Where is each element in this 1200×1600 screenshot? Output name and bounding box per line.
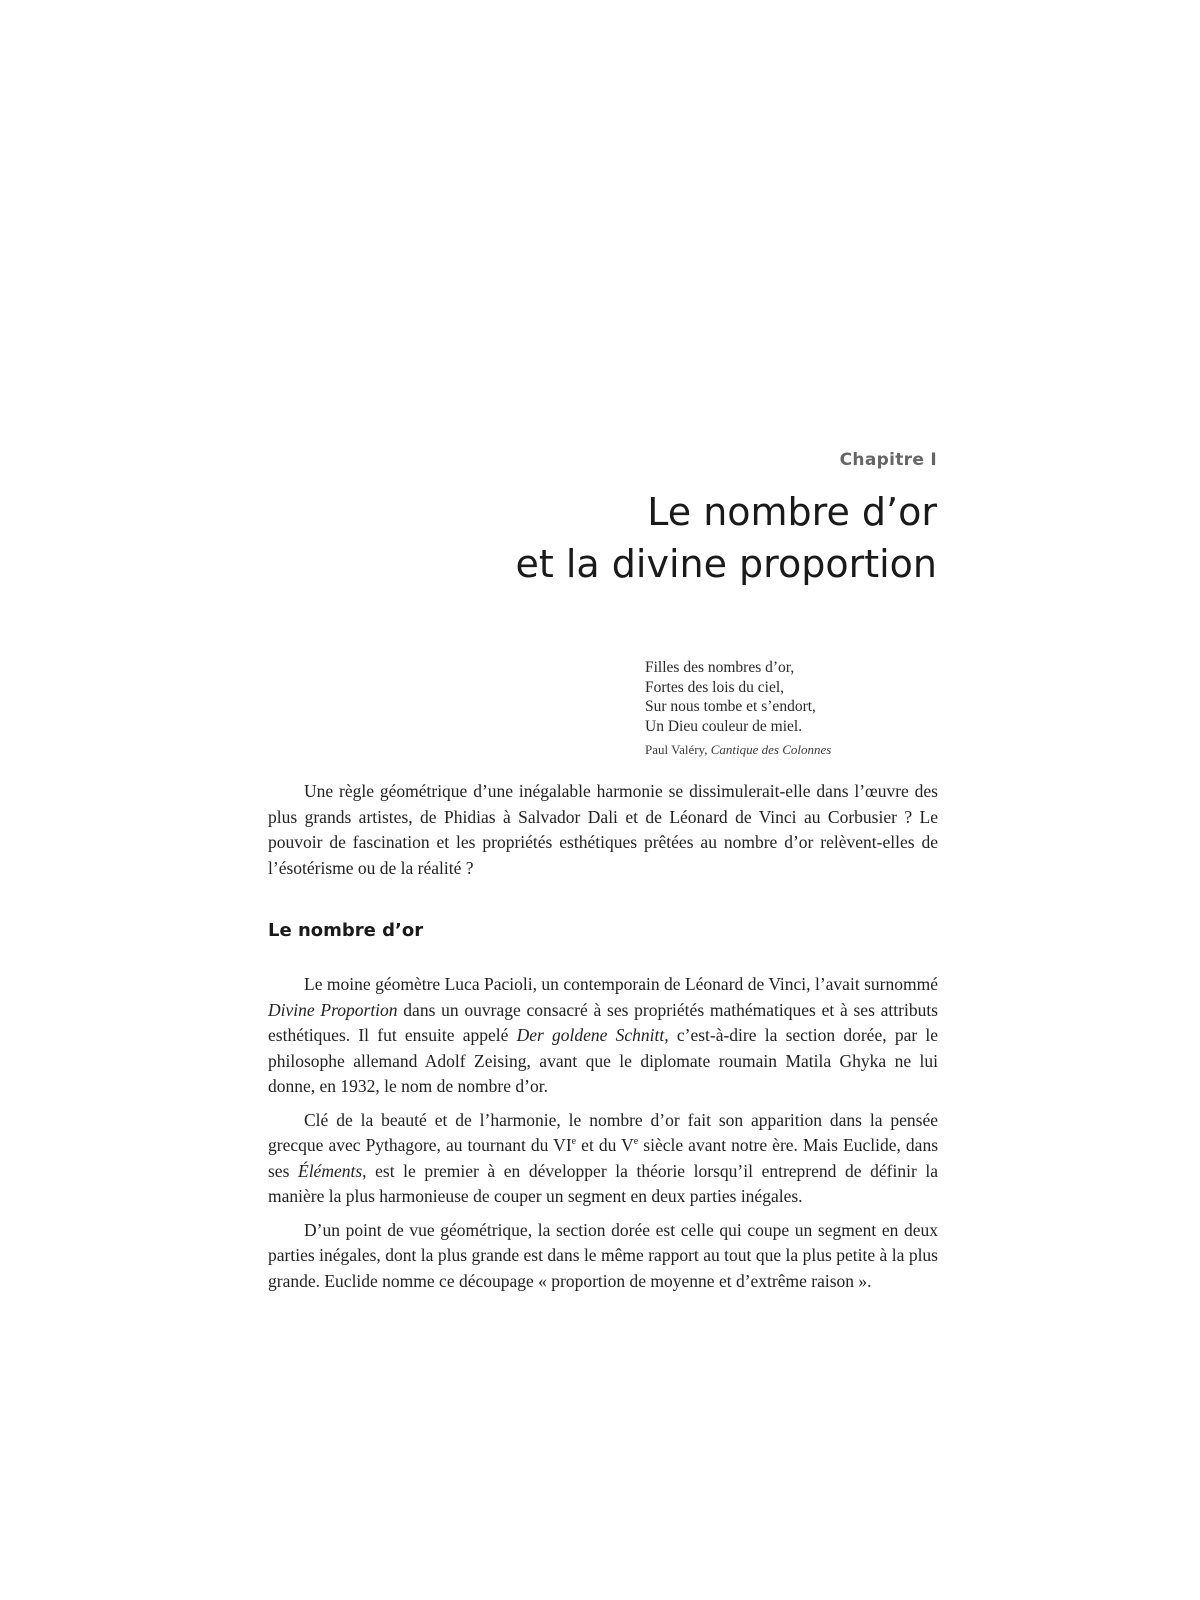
- epigraph-line: Un Dieu couleur de miel.: [645, 717, 803, 735]
- paragraph-1: [268, 972, 938, 1100]
- italic-title: Éléments,: [298, 1160, 367, 1181]
- section-body: [268, 972, 938, 1302]
- superscript: e: [571, 1136, 577, 1148]
- epigraph-line: Filles des nombres d’or,: [645, 659, 795, 676]
- text-run: siècle avant notre ère. Mais Euclide, dans ses: [268, 1135, 939, 1181]
- text-run: Le moine géomètre Luca Pacioli, un contemporain de Léonard de Vinci, l’avait surnommé: [304, 974, 938, 994]
- epigraph: [645, 658, 831, 760]
- italic-title: Divine Proportion: [268, 999, 398, 1020]
- paragraph-3: D’un point de vue géométrique, la section dorée est celle qui coupe un segment en deux parties inégales, dont la plus grande est dans le même rapport au tout que la plus petite à la plus grande. Euclide nomme ce découpage « proportion de moyenne et d’extrême raison ».: [268, 1219, 938, 1291]
- epigraph-line: Sur nous tombe et s’endort,: [645, 698, 816, 715]
- text-run: Clé de la beauté et de l’harmonie, le nombre d’or fait son apparition dans la pensée grecque avec Pythagore, au tournant du VI: [268, 1109, 938, 1155]
- chapter-title: [237, 486, 937, 590]
- section-heading: Le nombre d’or: [268, 920, 424, 941]
- epigraph-line: Fortes des lois du ciel,: [645, 678, 785, 696]
- chapter-title-line-1: Le nombre d’or: [647, 490, 937, 534]
- chapter-label: Chapitre I: [839, 450, 937, 470]
- text-run: et du V: [576, 1135, 634, 1155]
- intro-text: [268, 779, 938, 889]
- text-run: c’est-à-dire la section dorée, par le philosophe allemand Adolf Zeising, avant que le diplomate roumain Matila Ghyka ne lui donne, en 1932, le nom de nombre d’or.: [268, 1025, 939, 1096]
- text-run: dans un ouvrage consacré à ses propriétés mathématiques et à ses attributs esthétiques. Il fut ensuite appelé: [268, 999, 938, 1045]
- paragraph-2: [268, 1108, 938, 1210]
- epigraph-source: [645, 740, 831, 760]
- chapter-title-line-2: et la divine proportion: [515, 542, 937, 586]
- intro-paragraph: Une règle géométrique d’une inégalable harmonie se dissimulerait-elle dans l’œuvre des plus grands artistes, de Phidias à Salvador Dali et de Léonard de Vinci au Corbusier ? Le pouvoir de fascination et les propriétés esthétiques prêtées au nombre d’or relèvent-elles de l’ésotérisme ou de la réalité ?: [268, 781, 938, 878]
- italic-title: Der goldene Schnitt,: [516, 1025, 669, 1045]
- text-run: est le premier à en développer la théorie lorsqu’il entreprend de définir la manière la plus harmonieuse de couper un segment en deux parties inégales.: [268, 1160, 939, 1206]
- epigraph-author: Paul Valéry,: [645, 742, 711, 757]
- epigraph-work: Cantique des Colonnes: [710, 742, 832, 757]
- superscript: e: [633, 1136, 639, 1148]
